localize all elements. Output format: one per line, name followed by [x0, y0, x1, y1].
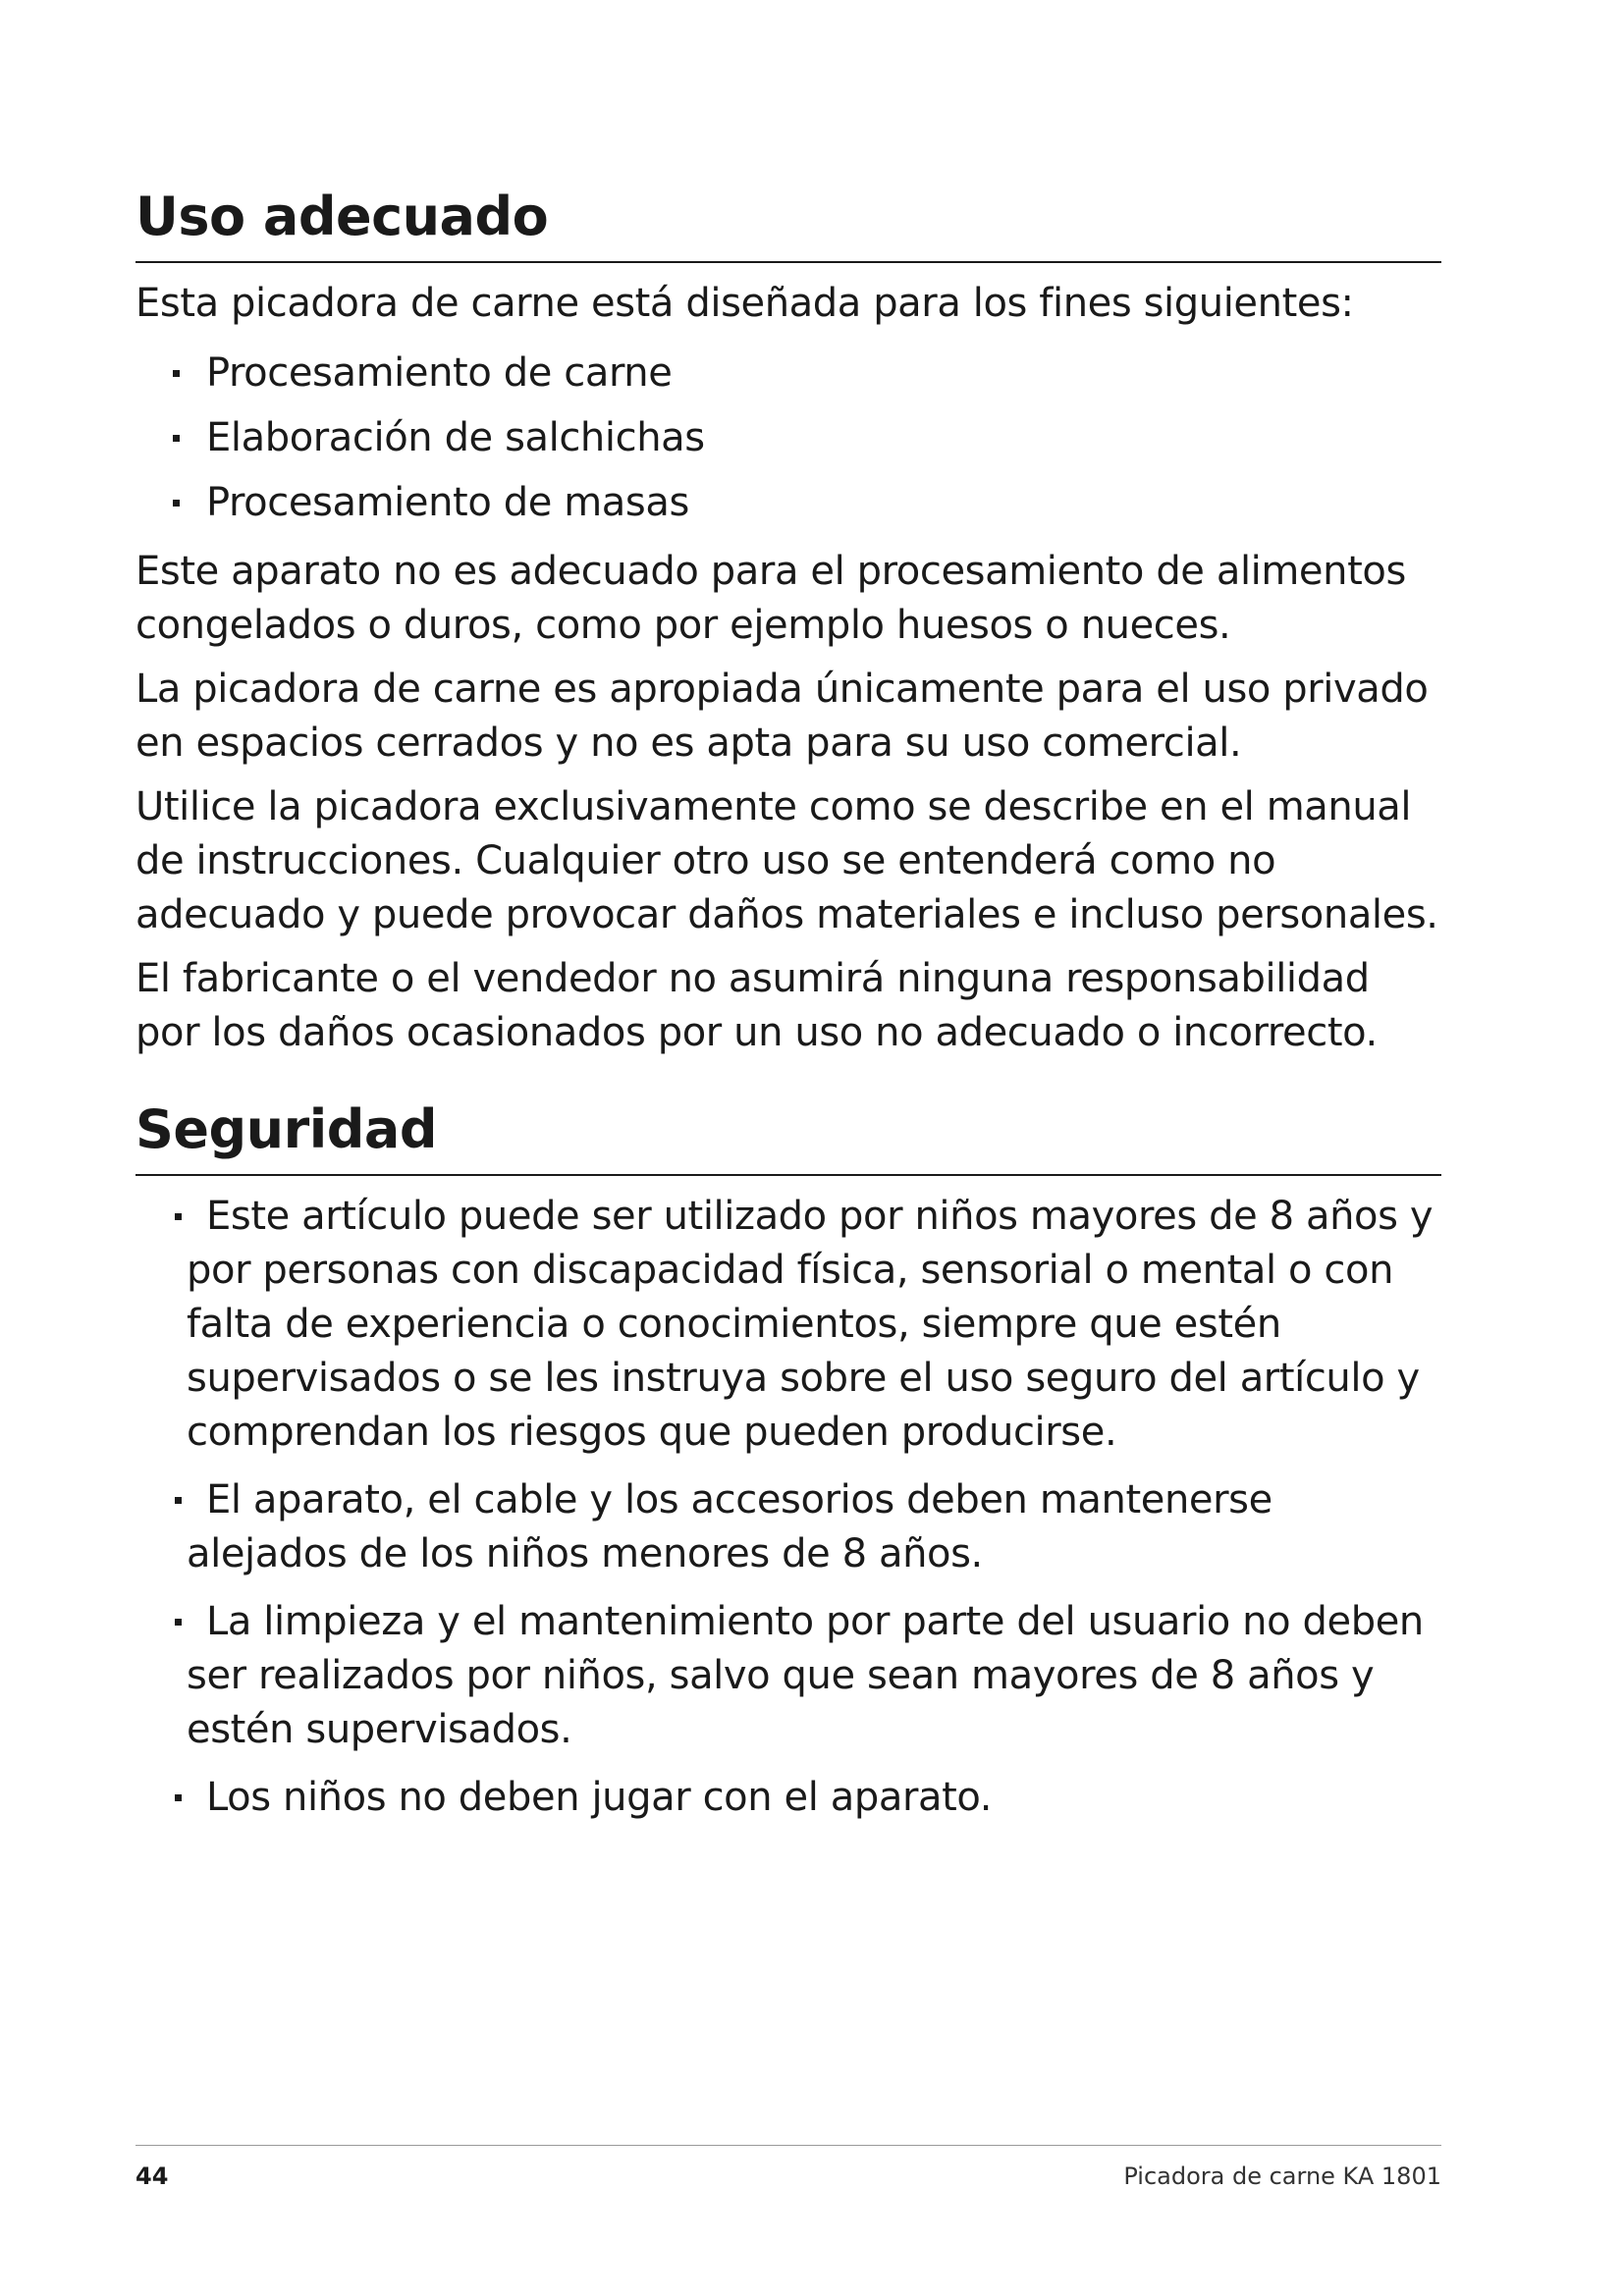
uses-list — [135, 341, 1441, 535]
page-content — [135, 183, 1441, 1839]
paragraph-liability: El fabricante o el vendedor no asumirá ninguna responsabilidad por los daños ocasionados por un uso no adecuado o incorrecto. — [135, 956, 1378, 1055]
bullet-icon — [175, 1213, 182, 1220]
bullet-icon — [175, 1794, 182, 1801]
paragraph-frozen-food: Este aparato no es adecuado para el procesamiento de alimentos congelados o duros, como por ejemplo huesos o nueces. — [135, 549, 1406, 648]
section-seguridad — [135, 1095, 1441, 1825]
list-item: La limpieza y el mantenimiento por parte del usuario no deben ser realizados por niños, salvo que sean mayores de 8 años y estén supervisados. — [135, 1595, 1441, 1757]
footer-product-name: Picadora de carne KA 1801 — [1123, 2163, 1441, 2190]
intro-paragraph: Esta picadora de carne está diseñada para los fines siguientes: — [135, 281, 1354, 326]
paragraph-instructions: Utilice la picadora exclusivamente como se describe en el manual de instrucciones. Cualquier otro uso se entenderá como no adecuado y puede provocar daños materiales e incluso personales. — [135, 784, 1438, 937]
paragraph-private-use: La picadora de carne es apropiada únicamente para el uso privado en espacios cerrados y no es apta para su uso comercial. — [135, 667, 1429, 766]
footer-divider — [135, 2145, 1441, 2146]
section-title-seguridad: Seguridad — [135, 1098, 438, 1160]
bullet-icon — [175, 1497, 182, 1504]
list-item: Los niños no deben jugar con el aparato. — [135, 1771, 1441, 1825]
section-divider — [135, 261, 1441, 263]
list-item: El aparato, el cable y los accesorios deben mantenerse alejados de los niños menores de 8 años. — [135, 1473, 1441, 1581]
bullet-icon — [173, 435, 180, 442]
bullet-icon — [173, 370, 180, 377]
page-number: 44 — [135, 2163, 169, 2190]
list-item: Elaboración de salchichas — [135, 405, 1441, 470]
list-item: Procesamiento de masas — [135, 470, 1441, 535]
section-title-uso-adecuado: Uso adecuado — [135, 186, 549, 247]
section-divider — [135, 1174, 1441, 1176]
list-item: Este artículo puede ser utilizado por niños mayores de 8 años y por personas con discapacidad física, sensorial o mental o con falta de experiencia o conocimientos, siempre que estén supervisados o se les instruya sobre el uso seguro del artículo y comprendan los riesgos que pueden producirse. — [135, 1190, 1441, 1460]
safety-list — [135, 1190, 1441, 1825]
list-item: Procesamiento de carne — [135, 341, 1441, 405]
bullet-icon — [175, 1619, 182, 1626]
bullet-icon — [173, 500, 180, 507]
